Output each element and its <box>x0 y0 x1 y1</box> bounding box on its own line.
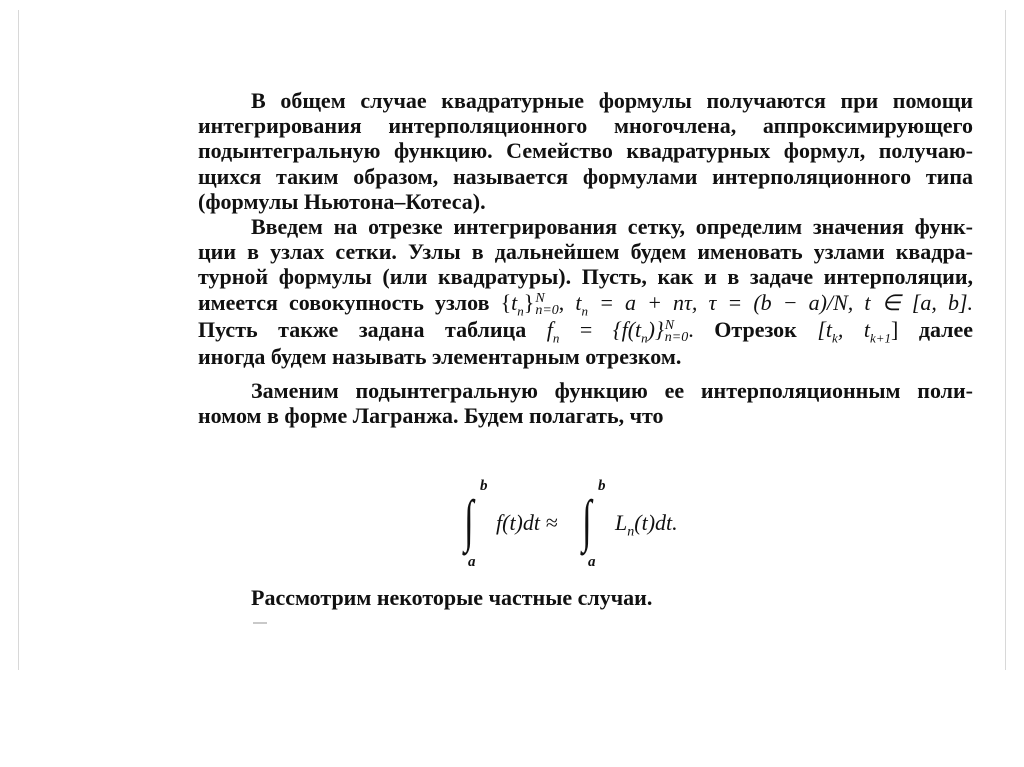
math-bracket: ] <box>891 316 899 342</box>
nodes-definition-line <box>198 290 973 317</box>
integral-sign-icon: ∫ <box>582 488 592 553</box>
math-var: t <box>575 289 582 315</box>
math-subscript: k+1 <box>869 329 891 345</box>
text-line: номом в форме Лагранжа. Будем полагать, что <box>198 402 664 428</box>
text-line: турной формулы (или квадратуры). Пусть, как и в задаче интерполяции, <box>198 264 973 290</box>
math-subscript: n=0 <box>535 302 559 318</box>
math-subscript: n <box>581 303 588 319</box>
upper-limit: b <box>598 478 606 494</box>
text-line: иногда будем называть элементарным отрезком. <box>198 343 682 369</box>
table-prefix: Пусть также задана таблица <box>198 316 527 342</box>
math-subscript: n <box>552 329 560 345</box>
integral-formula <box>455 478 755 578</box>
set-limits <box>535 290 559 318</box>
math-superscript: N <box>535 290 545 306</box>
math-subscript: n <box>627 524 635 540</box>
table-suffix: далее <box>918 316 974 342</box>
paragraph-3 <box>198 378 973 428</box>
upper-limit: b <box>480 478 488 494</box>
right-border-line <box>1005 10 1006 670</box>
math-dot: . <box>688 316 694 342</box>
math-subscript: n <box>641 329 648 345</box>
nodes-prefix: имеется совокупность узлов <box>198 289 490 315</box>
text-line: Введем на отрезке интегрирования сетку, определим значения функ- <box>251 214 973 240</box>
closing-sentence: Рассмотрим некоторые частные случаи. <box>251 585 653 610</box>
math-expression: {f(t <box>612 316 642 342</box>
set-limits <box>664 317 689 345</box>
integral-sign-icon: ∫ <box>464 488 474 553</box>
paragraph-1 <box>198 88 973 214</box>
paragraph-2 <box>198 214 973 369</box>
math-equals: = <box>579 316 593 342</box>
text-line: Заменим подынтегральную функцию ее интерполяционным поли- <box>251 377 973 403</box>
math-var: f <box>546 316 553 342</box>
text-line: подынтегральную функцию. Семейство квадратурных формул, получаю- <box>198 138 973 164</box>
math-expression: (t)dt. <box>634 510 678 535</box>
math-expression: = a + nτ, τ = (b − a)/N, t ∈ [a, b]. <box>588 289 974 315</box>
table-definition-line <box>198 317 973 344</box>
left-border-line <box>18 10 19 670</box>
text-line: интегрирования интерполяционного многочлена, аппроксимирующего <box>198 113 973 139</box>
left-integrand: f(t)dt ≈ <box>496 510 558 535</box>
math-expression: , t <box>837 316 870 342</box>
math-subscript: n <box>517 303 524 319</box>
text-line: (формулы Ньютона–Котеса). <box>198 188 486 214</box>
math-expression: [t <box>817 316 833 342</box>
text-line: В общем случае квадратурные формулы получаются при помощи <box>251 88 973 113</box>
lower-limit: a <box>588 554 596 570</box>
math-var: L <box>615 510 628 535</box>
math-subscript: k <box>832 329 838 345</box>
set-brace-open: { <box>500 289 512 315</box>
math-superscript: N <box>664 317 675 333</box>
lower-limit: a <box>468 554 476 570</box>
math-expression: )} <box>647 316 664 342</box>
document-text <box>198 88 973 428</box>
text-line: ции в узлах сетки. Узлы в дальнейшем будем именовать узлами квадра- <box>198 239 973 265</box>
set-brace-close: } <box>523 289 535 315</box>
segment-word: Отрезок <box>714 316 797 342</box>
right-integrand <box>615 510 678 540</box>
math-subscript: n=0 <box>664 329 689 345</box>
text-line: щихся таким образом, называется формулами интерполяционного типа <box>198 163 973 189</box>
scan-mark <box>253 622 267 624</box>
math-comma: , <box>558 289 565 315</box>
math-var: t <box>511 289 518 315</box>
